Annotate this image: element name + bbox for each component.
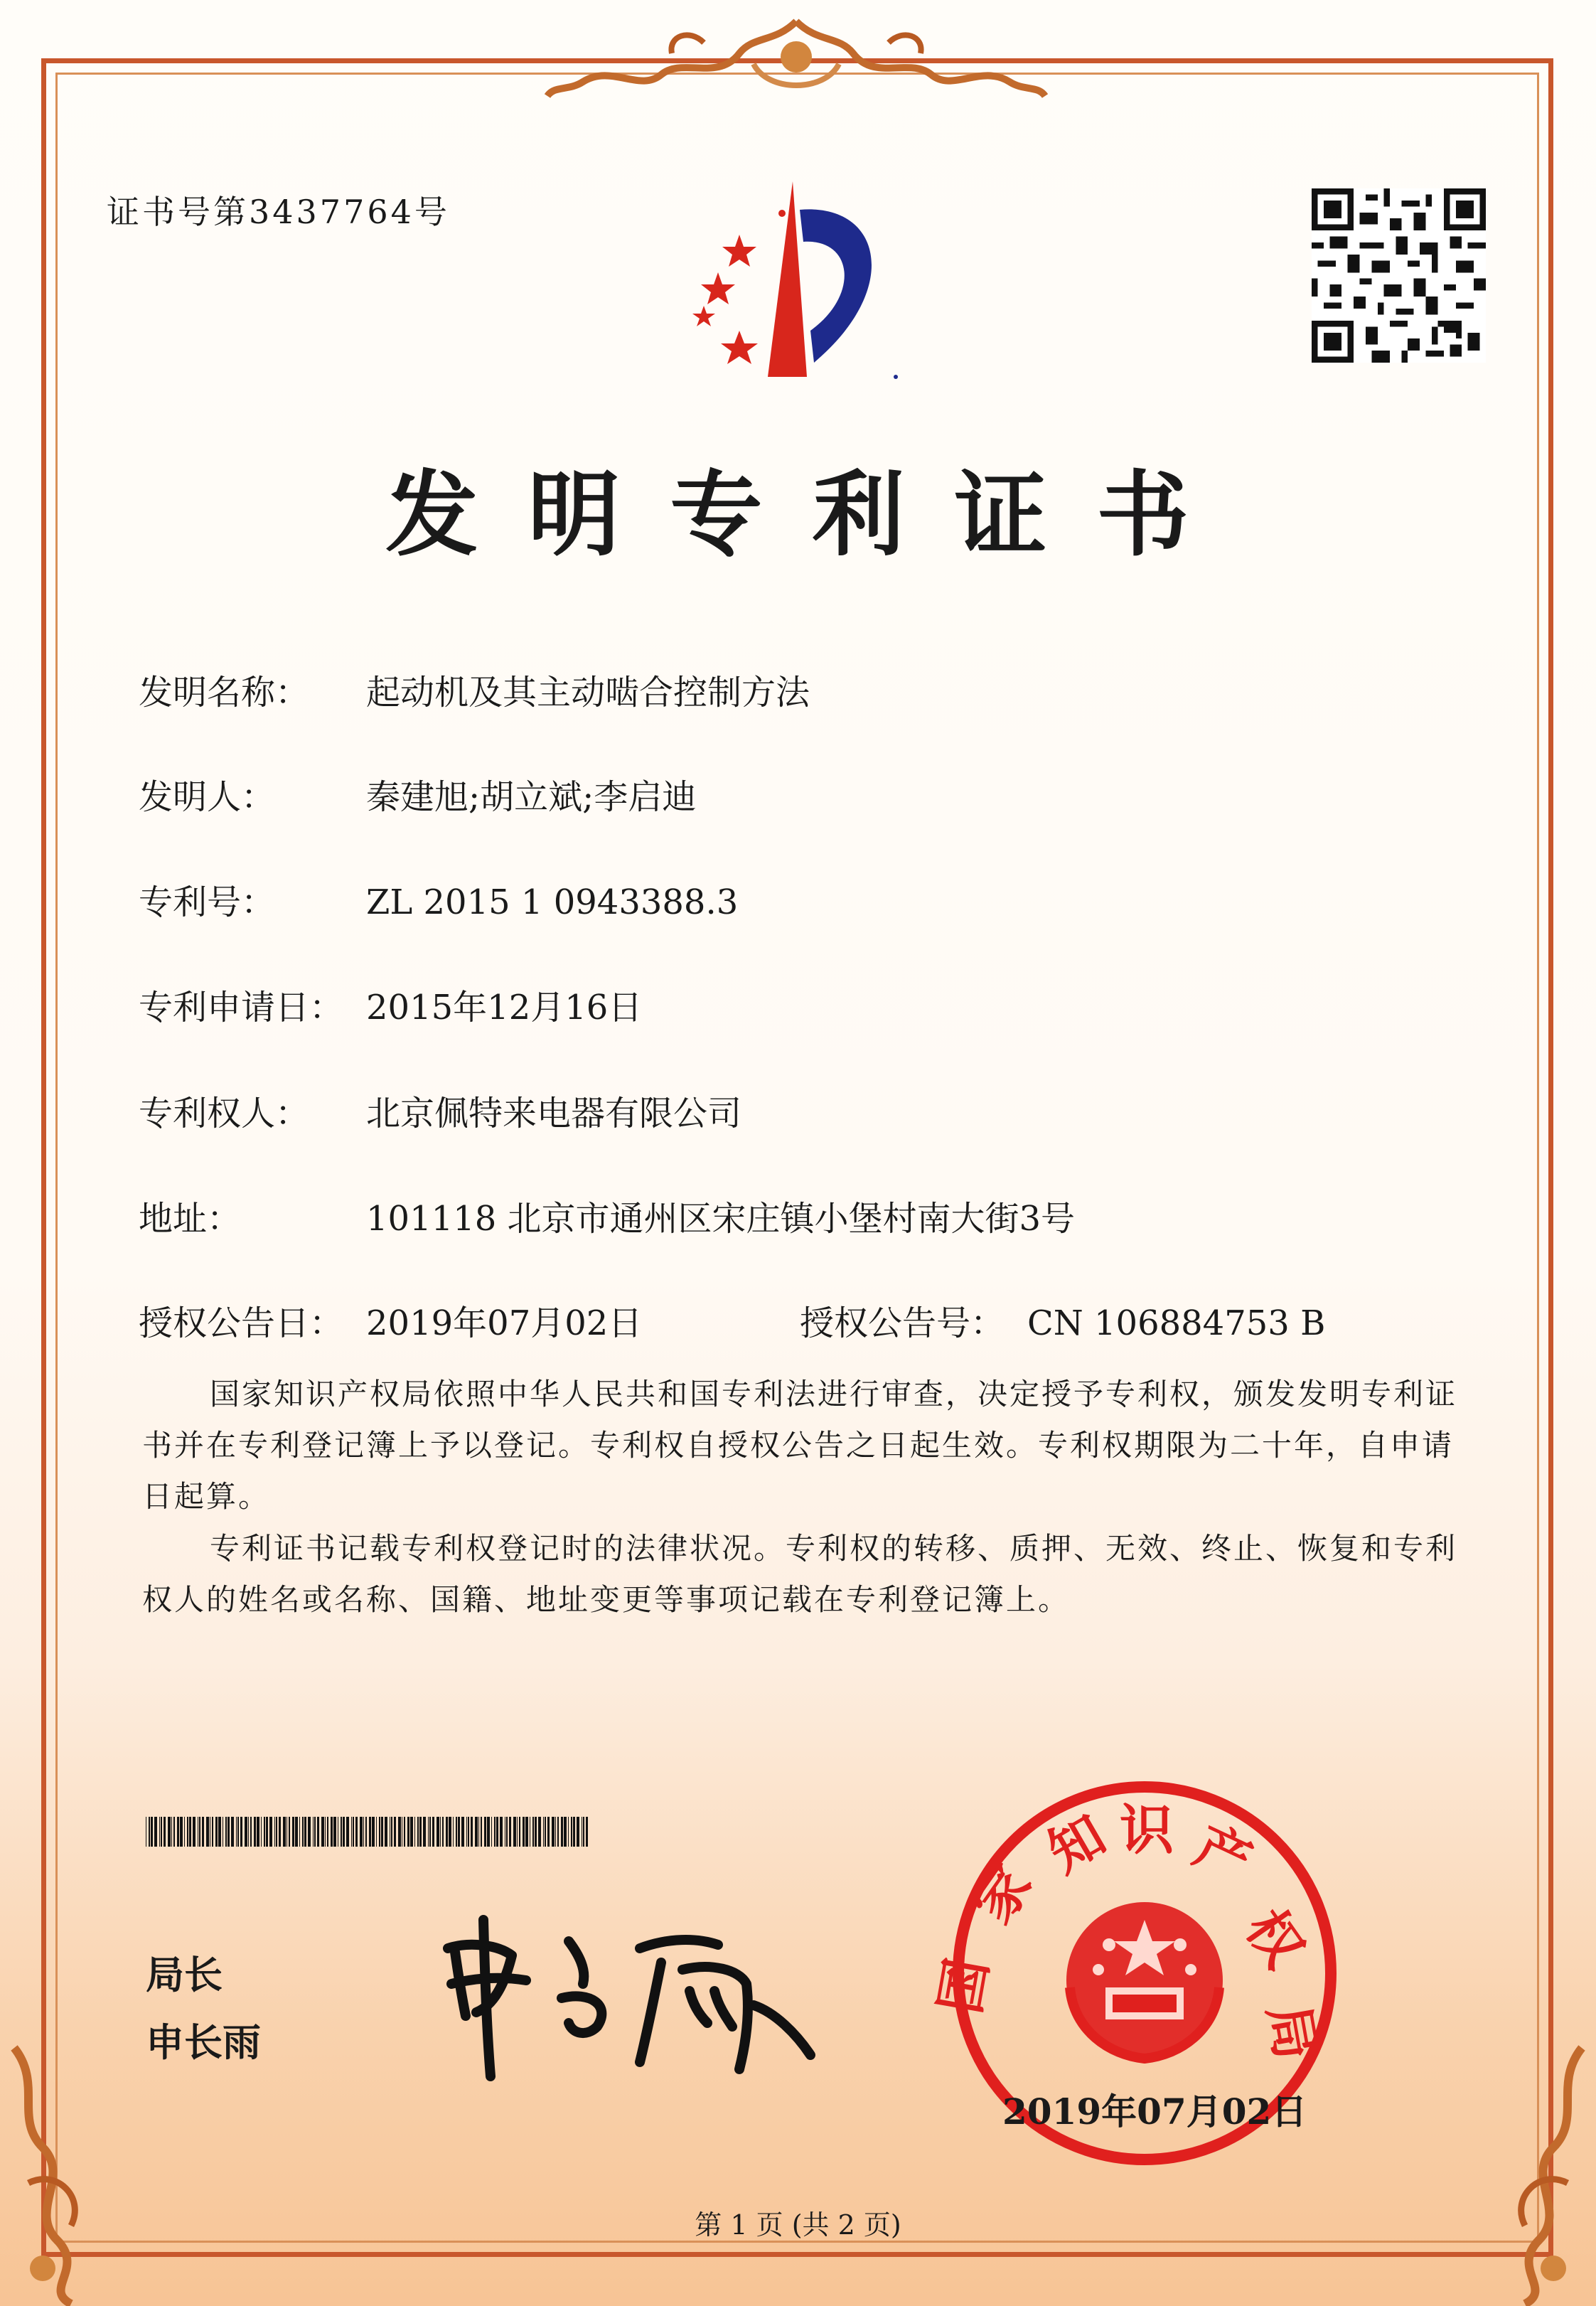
field-label: 发明名称：	[139, 673, 310, 712]
field-grant-number	[800, 1296, 1325, 1345]
seal-date: 2019年07月02日	[1002, 2091, 1307, 2132]
bottom-right-ornament	[1454, 2041, 1596, 2306]
director-name: 申长雨	[146, 2020, 261, 2065]
field-value: 秦建旭;胡立斌;李启迪	[366, 777, 697, 817]
barcode	[146, 1817, 590, 1847]
svg-text:权: 权	[1233, 1898, 1317, 1979]
field-label: 专利申请日：	[139, 988, 344, 1027]
cnipa-logo	[661, 181, 946, 388]
director-title: 局长	[146, 1953, 223, 1997]
field-value: CN 106884753 B	[1027, 1303, 1326, 1343]
top-ornament	[540, 14, 1052, 107]
statement-paragraph-2: 专利证书记载专利权登记时的法律状况。专利权的转移、质押、无效、终止、恢复和专利权人的姓名或名称、国籍、地址变更等事项记载在专利登记簿上。	[142, 1531, 1458, 1617]
field-value: 起动机及其主动啮合控制方法	[366, 673, 810, 712]
field-filing-date	[139, 980, 642, 1029]
field-value: 101118 北京市通州区宋庄镇小堡村南大街3号	[366, 1199, 1076, 1239]
field-value: 北京佩特来电器有限公司	[366, 1094, 742, 1133]
field-label: 专利权人：	[139, 1094, 310, 1133]
certificate-number: 证书号第3437764号	[107, 193, 450, 231]
field-address	[139, 1191, 1075, 1240]
svg-text:知: 知	[1037, 1803, 1116, 1885]
bottom-left-ornament	[0, 2041, 142, 2306]
field-invention-name	[139, 665, 810, 714]
field-patent-number	[139, 875, 738, 924]
svg-text:国: 国	[928, 1953, 1000, 2019]
director-signature	[427, 1891, 825, 2098]
field-patentee	[139, 1086, 741, 1135]
field-value: 2019年07月02日	[366, 1303, 643, 1343]
certificate-title: 发明专利证书	[385, 460, 1239, 569]
field-inventors	[139, 769, 696, 818]
field-label: 专利号：	[139, 882, 276, 922]
field-label: 发明人：	[139, 777, 276, 817]
svg-text:产: 产	[1185, 1813, 1261, 1894]
field-label: 地址：	[139, 1199, 242, 1239]
page-indicator: 第 1 页 (共 2 页)	[695, 2209, 901, 2241]
field-value: 2015年12月16日	[366, 988, 643, 1027]
field-label: 授权公告日：	[139, 1303, 344, 1343]
svg-text:家: 家	[960, 1854, 1044, 1935]
qr-code	[1312, 188, 1486, 363]
statement-paragraph-1: 国家知识产权局依照中华人民共和国专利法进行审查，决定授予专利权，颁发发明专利证书并在专利登记簿上予以登记。专利权自授权公告之日起生效。专利权期限为二十年，自申请日起算。	[142, 1377, 1458, 1514]
svg-text:局: 局	[1256, 2000, 1329, 2064]
field-grant-date	[139, 1296, 642, 1345]
field-label: 授权公告号：	[800, 1303, 1005, 1343]
field-value: ZL 2015 1 0943388.3	[366, 882, 739, 922]
svg-text:识: 识	[1120, 1798, 1174, 1862]
